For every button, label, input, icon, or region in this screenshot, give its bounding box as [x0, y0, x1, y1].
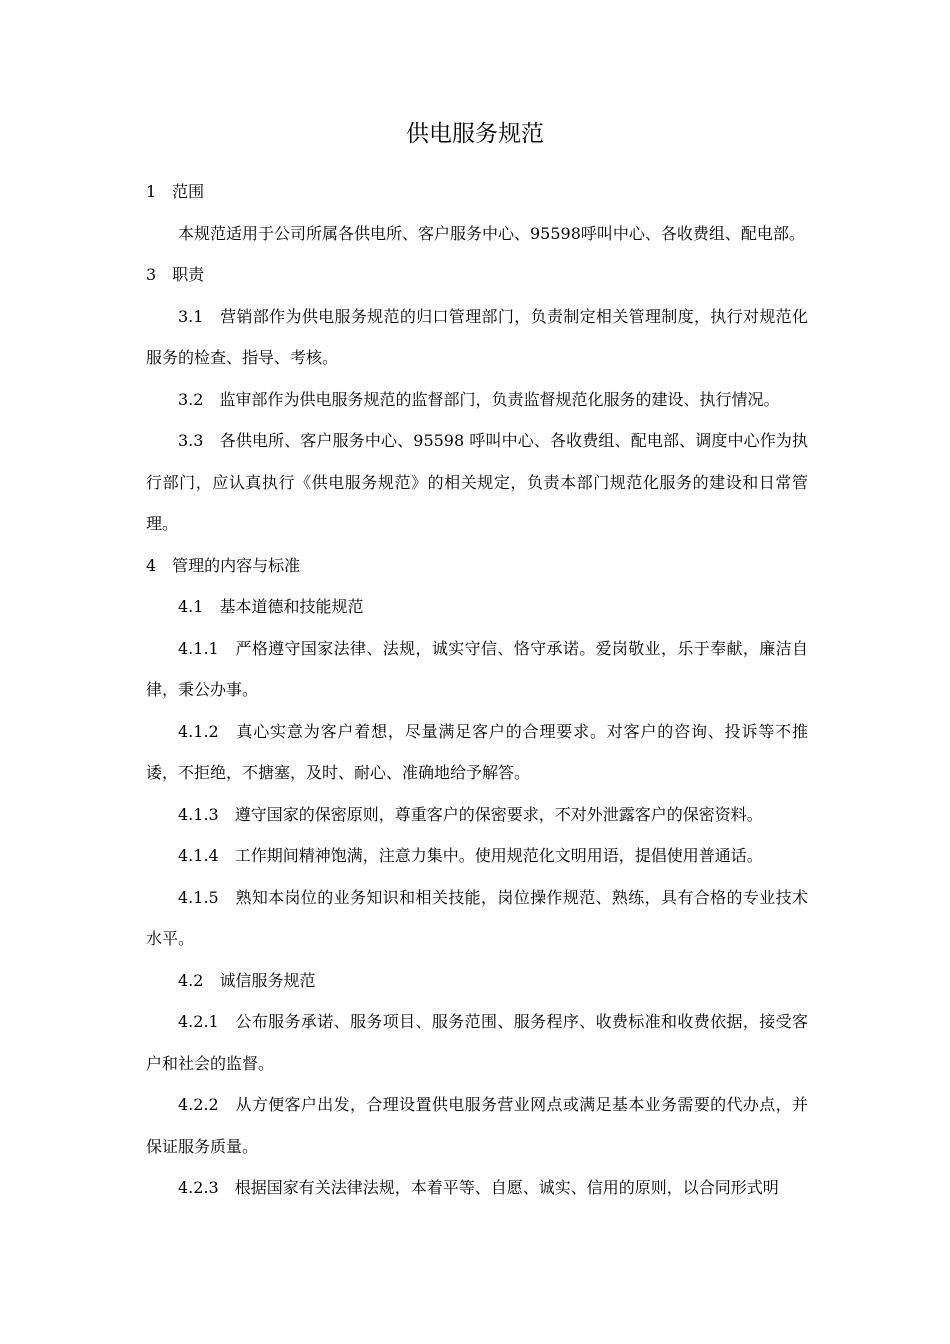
- paragraph: 本规范适用于公司所属各供电所、客户服务中心、95598呼叫中心、各收费组、配电部。: [178, 223, 805, 243]
- paragraph: 3.1 营销部作为供电服务规范的归口管理部门，负责制定相关管理制度，执行对规范化服务的检查、指导、考核。: [146, 306, 808, 367]
- paragraph: 4.2.1 公布服务承诺、服务项目、服务范围、服务程序、收费标准和收费依据，接受客户和社会的监督。: [146, 1012, 808, 1073]
- document-title: 供电服务规范: [406, 121, 544, 147]
- paragraph: 4.2 诚信服务规范: [178, 970, 316, 990]
- paragraph: 4.1 基本道德和技能规范: [178, 597, 364, 616]
- paragraph: 4.1.4 工作期间精神饱满，注意力集中。使用规范化文明用语，提倡使用普通话。: [178, 846, 763, 865]
- paragraph: 4.1.3 遵守国家的保密原则，尊重客户的保密要求，不对外泄露客户的保密资料。: [178, 804, 763, 824]
- section-heading: 3 职责: [146, 265, 205, 284]
- paragraph: 4.1.2 真心实意为客户着想，尽量满足客户的合理要求。对客户的咨询、投诉等不推诿，不拒绝，不搪塞，及时、耐心、准确地给予解答。: [146, 721, 808, 782]
- section-heading: 4 管理的内容与标准: [146, 555, 301, 575]
- paragraph: 3.2 监审部作为供电服务规范的监督部门，负责监督规范化服务的建设、执行情况。: [178, 389, 780, 409]
- section-heading: 1 范围: [146, 182, 205, 201]
- paragraph: 4.1.5 熟知本岗位的业务知识和相关技能，岗位操作规范、熟练，具有合格的专业技术水平。: [146, 887, 808, 948]
- paragraph: 4.2.3 根据国家有关法律法规，本着平等、自愿、诚实、信用的原则，以合同形式明: [178, 1178, 779, 1197]
- document-body: [146, 171, 808, 1209]
- paragraph: 4.2.2 从方便客户出发，合理设置供电服务营业网点或满足基本业务需要的代办点，并保证服务质量。: [146, 1095, 808, 1156]
- paragraph: 3.3 各供电所、客户服务中心、95598 呼叫中心、各收费组、配电部、调度中心作为执行部门，应认真执行《供电服务规范》的相关规定，负责本部门规范化服务的建设和日常管理。: [146, 431, 808, 533]
- paragraph: 4.1.1 严格遵守国家法律、法规，诚实守信、恪守承诺。爱岗敬业，乐于奉献，廉洁自律，秉公办事。: [146, 638, 808, 699]
